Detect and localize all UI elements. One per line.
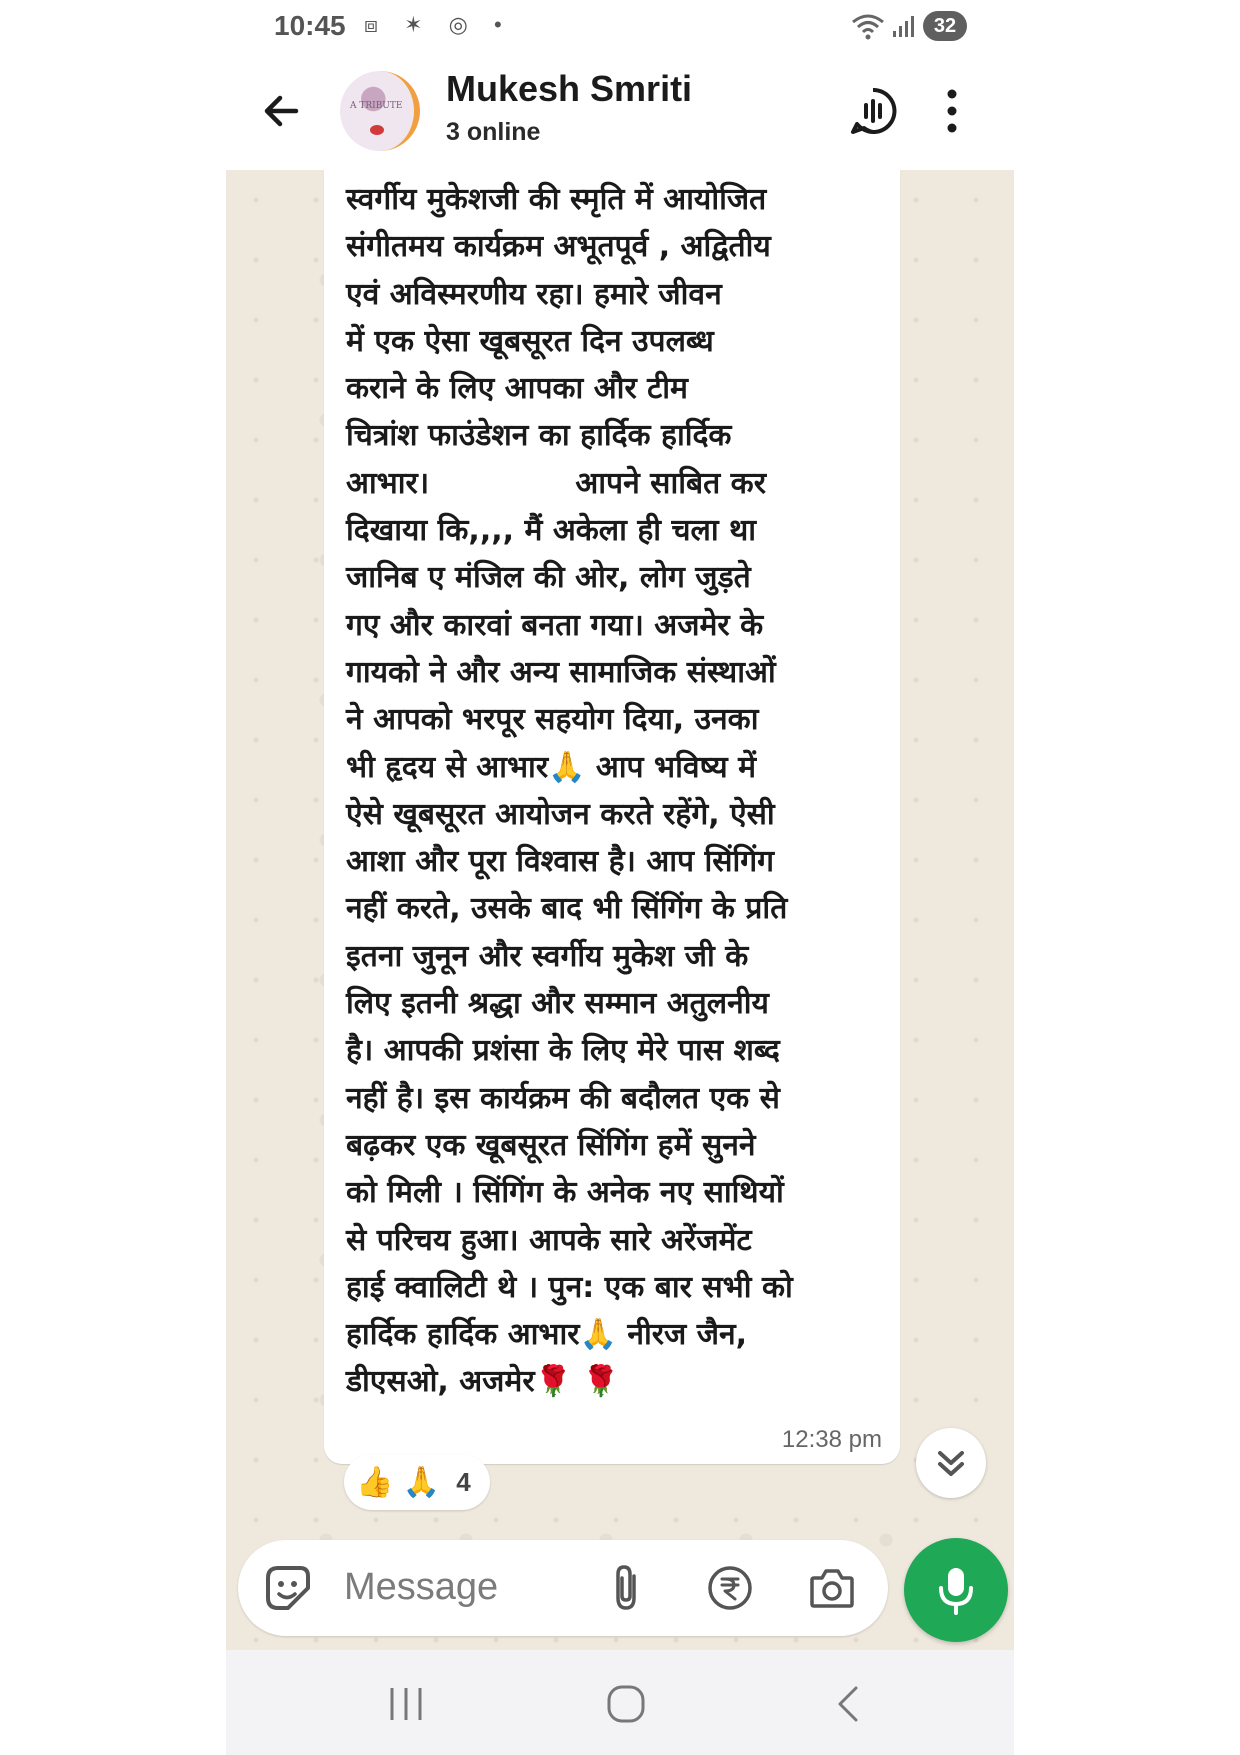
message-input-bar	[238, 1540, 888, 1636]
message-line: इतना जुनून और स्वर्गीय मुकेश जी के	[346, 938, 749, 974]
status-time: 10:45	[274, 10, 346, 41]
message-text	[346, 176, 886, 1406]
message-line: चित्रांश फाउंडेशन का हार्दिक हार्दिक	[346, 418, 732, 454]
message-line: जानिब ए मंजिल की ओर, लोग जुड़ते	[346, 560, 751, 596]
chat-title[interactable]: Mukesh Smriti	[446, 68, 693, 109]
scroll-to-bottom-button[interactable]	[916, 1428, 986, 1498]
rose-icon	[370, 125, 384, 135]
chat-header	[226, 56, 1014, 170]
wifi-icon	[851, 12, 885, 40]
voice-record-button[interactable]	[904, 1538, 1008, 1642]
online-count: 3 online	[446, 118, 541, 146]
microphone-icon	[936, 1564, 976, 1616]
message-time: 12:38 pm	[781, 1426, 882, 1453]
voice-chat-icon[interactable]	[848, 86, 898, 136]
rupee-payment-icon[interactable]	[706, 1564, 754, 1612]
message-input[interactable]: Message	[344, 1566, 499, 1608]
camera-icon[interactable]	[808, 1566, 856, 1610]
paperclip-icon[interactable]	[606, 1562, 646, 1614]
message-line: गए और कारवां बनता गया। अजमेर के	[346, 607, 764, 643]
message-line: दिखाया कि,,,, मैं अकेला ही चला था	[346, 513, 757, 549]
more-options-icon[interactable]	[942, 88, 962, 134]
message-line: को मिली । सिंगिंग के अनेक नए साथियों	[346, 1175, 784, 1211]
system-nav-bar	[226, 1650, 1014, 1755]
avatar-text: A TRIBUTE	[350, 101, 403, 111]
status-right-icons	[851, 10, 967, 42]
message-line: से परिचय हुआ। आपके सारे अरेंजमेंट	[346, 1222, 752, 1258]
message-line: आशा और पूरा विश्वास है। आप सिंगिंग	[346, 844, 775, 880]
message-line: स्वर्गीय मुकेशजी की स्मृति में आयोजित	[346, 182, 767, 217]
status-bar	[226, 0, 1014, 56]
message-line: एवं अविस्मरणीय रहा। हमारे जीवन	[346, 276, 722, 312]
chat-messages-area[interactable]	[226, 170, 1014, 1650]
message-line: संगीतमय कार्यक्रम अभूतपूर्व , अद्वितीय	[346, 229, 771, 265]
reaction-count: 4	[456, 1466, 471, 1497]
back-arrow-icon[interactable]	[256, 86, 306, 136]
reaction-emojis: 👍 🙏	[356, 1464, 441, 1500]
message-line: नहीं करते, उसके बाद भी सिंगिंग के प्रति	[346, 891, 788, 927]
message-line: हार्दिक हार्दिक आभार🙏 नीरज जैन,	[346, 1317, 748, 1353]
message-line: नहीं है। इस कार्यक्रम की बदौलत एक से	[346, 1080, 780, 1116]
chat-screen	[226, 0, 1014, 1755]
message-bubble[interactable]	[324, 170, 900, 1464]
message-line: ऐसे खूबसूरत आयोजन करते रहेंगे, ऐसी	[346, 796, 775, 832]
message-line: ने आपको भरपूर सहयोग दिया, उनका	[346, 702, 759, 738]
message-reactions[interactable]	[344, 1454, 490, 1510]
sticker-icon[interactable]	[264, 1564, 312, 1612]
home-icon[interactable]	[606, 1684, 646, 1724]
message-line: आभार। आपने साबित कर	[346, 465, 766, 501]
message-line: गायको ने और अन्य सामाजिक संस्थाओं	[346, 654, 776, 690]
message-line: कराने के लिए आपका और टीम	[346, 371, 688, 407]
signal-icon	[891, 13, 917, 39]
message-line: भी हृदय से आभार🙏 आप भविष्य में	[346, 749, 757, 785]
message-line: बढ़कर एक खूबसूरत सिंगिंग हमें सुनने	[346, 1127, 756, 1163]
recent-apps-icon[interactable]	[386, 1686, 426, 1722]
message-line: है। आपकी प्रशंसा के लिए मेरे पास शब्द	[346, 1033, 780, 1069]
message-line: डीएसओ, अजमेर🌹 🌹	[346, 1364, 620, 1400]
message-line: लिए इतनी श्रद्धा और सम्मान अतुलनीय	[346, 986, 769, 1022]
battery-indicator: 32	[923, 11, 967, 41]
notification-icons: ⧈ ✶ ◎ •	[364, 12, 512, 37]
nav-back-icon[interactable]	[832, 1684, 862, 1724]
message-line: में एक ऐसा खूबसूरत दिन उपलब्ध	[346, 323, 714, 359]
message-line: हाई क्वालिटी थे । पुन: एक बार सभी को	[346, 1269, 793, 1305]
double-chevron-down-icon	[916, 1428, 986, 1498]
group-avatar[interactable]	[340, 71, 420, 151]
